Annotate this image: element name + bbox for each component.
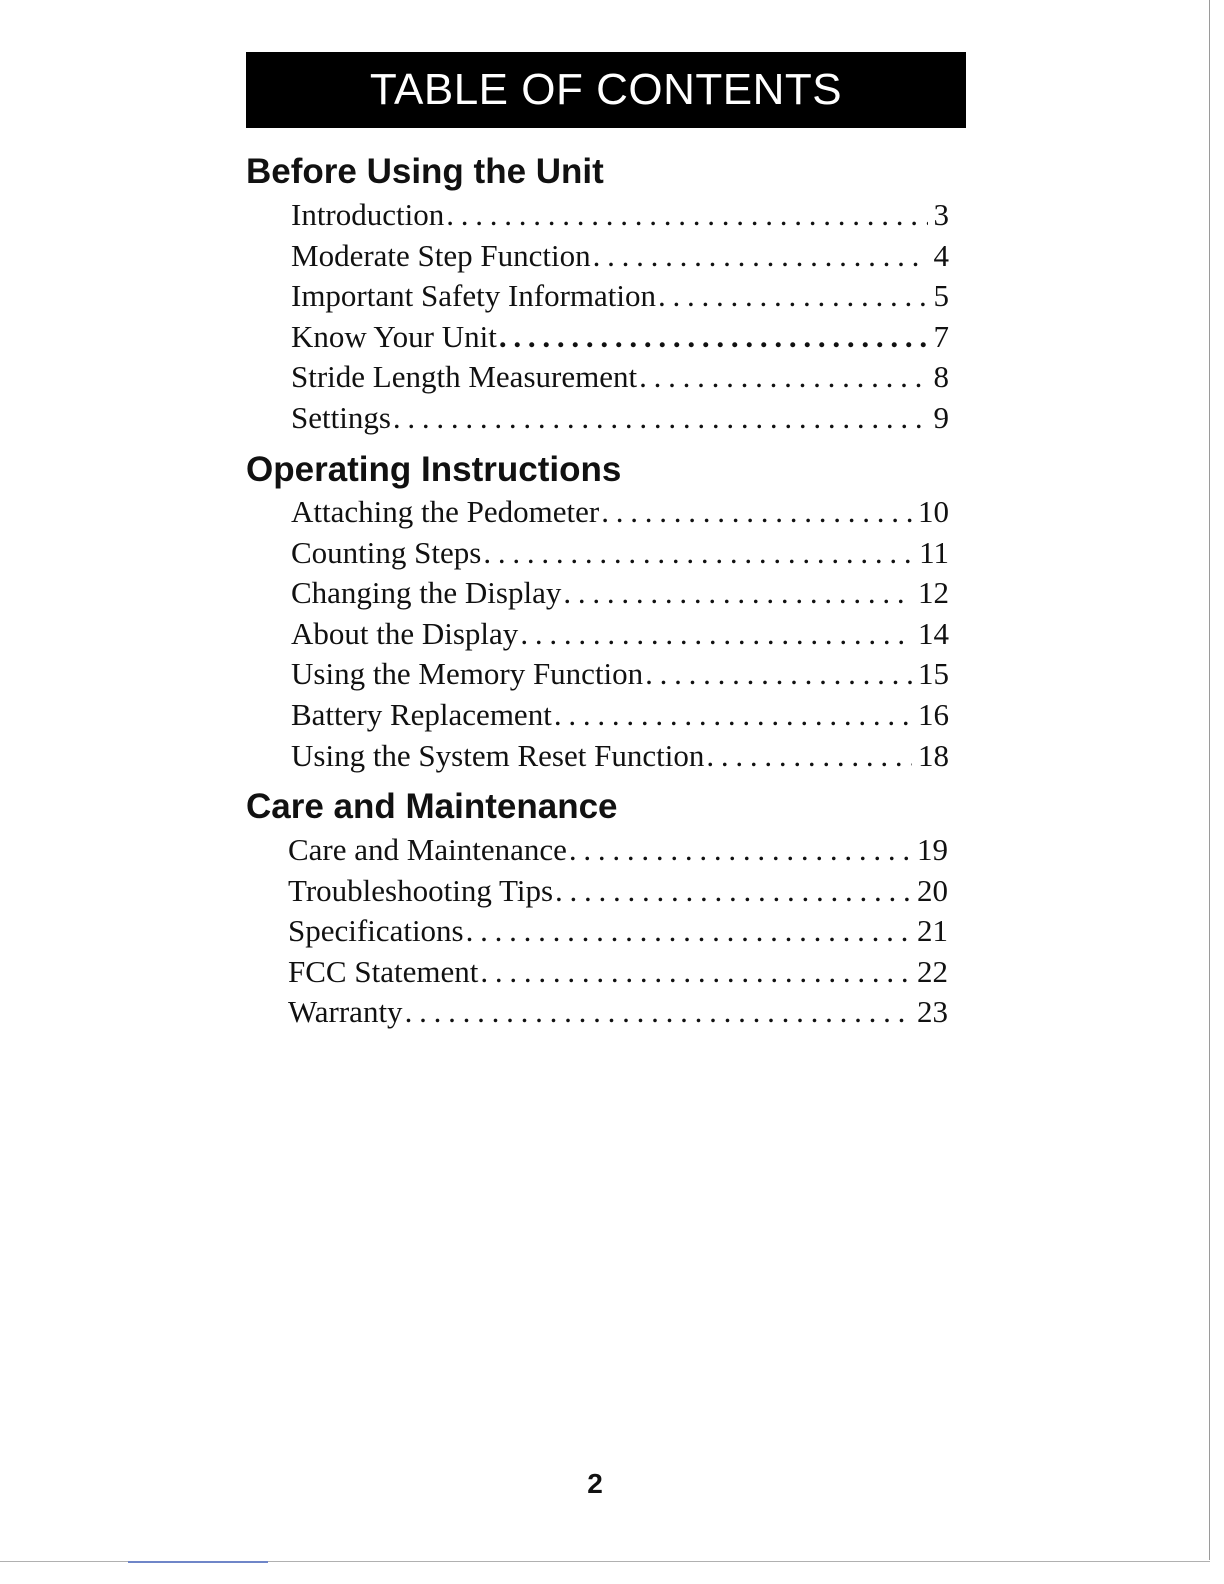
section-entries-operating-instructions [291, 492, 949, 776]
toc-entry-page: 9 [933, 399, 949, 435]
toc-entry-title: Changing the Display [291, 575, 562, 611]
toc-entry-title: Using the Memory Function [291, 656, 644, 692]
toc-entry[interactable] [291, 533, 949, 574]
toc-entry-title: Using the System Reset Function [291, 737, 705, 773]
dot-leader [599, 492, 912, 533]
dot-leader [497, 317, 928, 358]
toc-entry[interactable] [288, 992, 948, 1033]
section-entries-before-using [291, 195, 949, 439]
toc-entry[interactable] [291, 276, 949, 317]
dot-leader [591, 236, 928, 277]
section-heading-before-using: Before Using the Unit [246, 152, 604, 191]
toc-entry-page: 19 [917, 832, 948, 867]
dot-leader [403, 992, 911, 1033]
toc-title-bar [246, 52, 966, 128]
toc-entry-title: Settings [291, 399, 391, 435]
dot-leader [567, 830, 911, 871]
dot-leader [553, 871, 911, 912]
section-entries-care-maintenance [288, 830, 948, 1033]
toc-entry[interactable] [291, 236, 949, 277]
dot-leader [643, 654, 912, 695]
toc-entry[interactable] [291, 357, 949, 398]
toc-entry-page: 4 [933, 237, 949, 273]
toc-entry-page: 20 [917, 872, 948, 908]
dot-leader [481, 533, 913, 574]
toc-entry-title: About the Display [291, 615, 519, 651]
toc-entry-title: FCC Statement [288, 953, 479, 989]
toc-entry-page: 16 [918, 696, 949, 732]
dot-leader [637, 357, 927, 398]
toc-title: TABLE OF CONTENTS [369, 65, 843, 114]
page-bottom-edge-accent [128, 1561, 268, 1563]
toc-entry-page: 22 [917, 953, 948, 989]
toc-entry[interactable] [288, 871, 948, 912]
toc-entry[interactable] [291, 573, 949, 614]
toc-entry-page: 5 [933, 278, 949, 314]
toc-entry-page: 18 [918, 737, 949, 773]
section-heading-operating-instructions: Operating Instructions [246, 450, 622, 489]
toc-entry-title: Care and Maintenance [288, 832, 567, 867]
toc-entry-page: 10 [918, 494, 949, 529]
toc-entry-title: Stride Length Measurement [291, 359, 638, 395]
toc-entry-page: 21 [917, 913, 948, 949]
dot-leader [561, 573, 912, 614]
toc-entry-title: Warranty [288, 994, 403, 1030]
toc-entry-page: 7 [933, 318, 949, 354]
toc-entry-title: Battery Replacement [291, 696, 552, 732]
dot-leader [478, 952, 911, 993]
toc-entry-title: Troubleshooting Tips [288, 872, 554, 908]
page-right-edge [1209, 0, 1210, 1560]
dot-leader [552, 695, 912, 736]
toc-entry-page: 8 [933, 359, 949, 395]
toc-entry-title: Know Your Unit [291, 318, 497, 354]
toc-entry[interactable] [291, 317, 949, 358]
toc-entry-title: Attaching the Pedometer [291, 494, 600, 529]
page-number: 2 [587, 1468, 603, 1499]
toc-entry-title: Specifications [288, 913, 464, 949]
toc-entry[interactable] [291, 695, 949, 736]
toc-entry[interactable] [291, 492, 949, 533]
toc-entry-title: Moderate Step Function [291, 237, 591, 273]
toc-entry-title: Introduction [291, 197, 445, 232]
toc-entry-page: 23 [917, 994, 948, 1030]
toc-entry-title: Important Safety Information [291, 278, 657, 314]
dot-leader [444, 195, 927, 236]
dot-leader [704, 736, 912, 777]
toc-entry-page: 15 [918, 656, 949, 692]
toc-entry[interactable] [291, 654, 949, 695]
toc-entry[interactable] [291, 195, 949, 236]
toc-entry[interactable] [288, 830, 948, 871]
toc-entry-title: Counting Steps [291, 534, 482, 570]
toc-entry-page: 12 [918, 575, 949, 611]
toc-entry-page: 3 [933, 197, 949, 232]
toc-entry-page: 14 [918, 615, 949, 651]
dot-leader [518, 614, 912, 655]
toc-entry[interactable] [288, 952, 948, 993]
toc-entry-page: 11 [919, 534, 949, 570]
dot-leader [464, 911, 911, 952]
toc-entry[interactable] [291, 614, 949, 655]
toc-entry[interactable] [288, 911, 948, 952]
toc-entry[interactable] [291, 398, 949, 439]
dot-leader [656, 276, 927, 317]
section-heading-care-maintenance: Care and Maintenance [246, 787, 618, 826]
toc-entry[interactable] [291, 736, 949, 777]
dot-leader [391, 398, 928, 439]
